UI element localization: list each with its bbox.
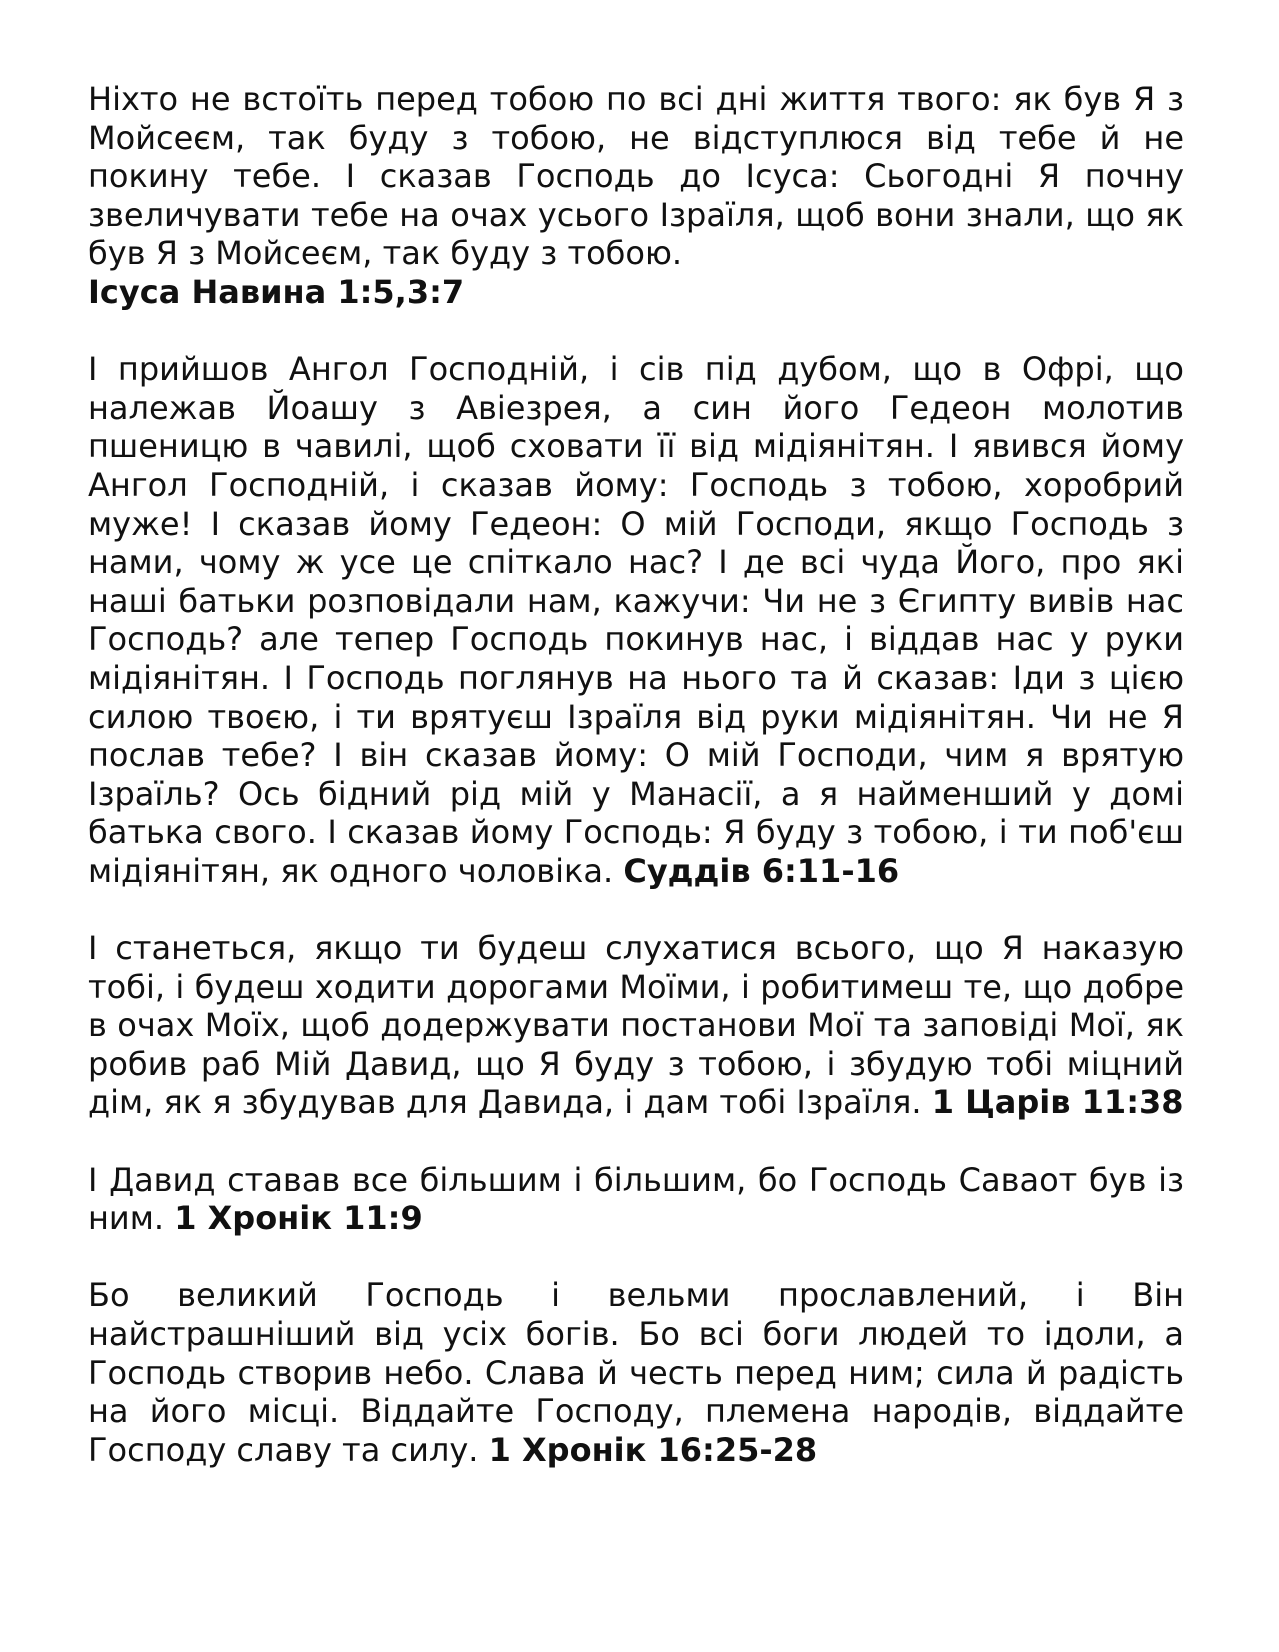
- passage-1-chronicles-16: [88, 1276, 1184, 1469]
- passage-text: І станеться, якщо ти будеш слухатися всього, що Я наказую тобі, і будеш ходити дорогами Моїми, і робитимеш те, що добре в очах Моїх, щоб додержувати постанови Мої та заповіді Мої, як робив раб Мій Давид, що Я буду з тобою, і збудую тобі міцний дім, як я збудував для Давида, і дам тобі Ізраїля.: [88, 929, 1184, 1122]
- passage-1-kings: [88, 929, 1184, 1122]
- passage-text: І Давид ставав все більшим і більшим, бо Господь Саваот був із ним.: [88, 1160, 1184, 1238]
- passage-text: Бо великий Господь і вельми прославлений, і Він найстрашніший від усіх богів. Бо всі боги людей то ідоли, а Господь створив небо. Слава й честь перед ним; сила й радість на його місці. Віддайте Господу, племена народів, віддайте Господу славу та силу.: [88, 1276, 1184, 1469]
- passage-reference: 1 Хронік 11:9: [174, 1199, 423, 1238]
- passage-text: Ніхто не встоїть перед тобою по всі дні життя твого: як був Я з Мойсеєм, так буду з тобою, не відступлюся від тебе й не покину тебе. І сказав Господь до Ісуса: Сьогодні Я почну звеличувати тебе на очах усього Ізраїля, щоб вони знали, що як був Я з Мойсеєм, так буду з тобою.: [88, 80, 1184, 273]
- passage-reference: 1 Царів 11:38: [931, 1083, 1184, 1122]
- passage-1-chronicles-11: [88, 1161, 1184, 1238]
- passage-judges: [88, 350, 1184, 890]
- passage-reference: Суддів 6:11-16: [623, 851, 900, 890]
- passage-joshua: [88, 80, 1184, 312]
- passage-text: І прийшов Ангол Господній, і сів під дубом, що в Офрі, що належав Йоашу з Авіезрея, а син його Гедеон молотив пшеницю в чавилі, щоб сховати її від мідіянітян. І явився йому Ангол Господній, і сказав йому: Господь з тобою, хоробрий муже! І сказав йому Гедеон: О мій Господи, якщо Господь з нами, чому ж усе це спіткало нас? І де всі чуда Його, про які наші батьки розповідали нам, кажучи: Чи не з Єгипту вивів нас Господь? але тепер Господь покинув нас, і віддав нас у руки мідіянітян. І Господь поглянув на нього та й сказав: Іди з цією силою твоєю, і ти врятуєш Ізраїля від руки мідіянітян. Чи не Я послав тебе? І він сказав йому: О мій Господи, чим я врятую Ізраїль? Ось бідний рід мій у Манасії, а я найменший у домі батька свого. І сказав йому Господь: Я буду з тобою, і ти поб'єш мідіянітян, як одного чоловіка.: [88, 350, 1184, 890]
- passage-reference: 1 Хронік 16:25-28: [488, 1430, 818, 1469]
- passage-reference: Ісуса Навина 1:5,3:7: [88, 272, 465, 311]
- document-page: [88, 80, 1184, 1508]
